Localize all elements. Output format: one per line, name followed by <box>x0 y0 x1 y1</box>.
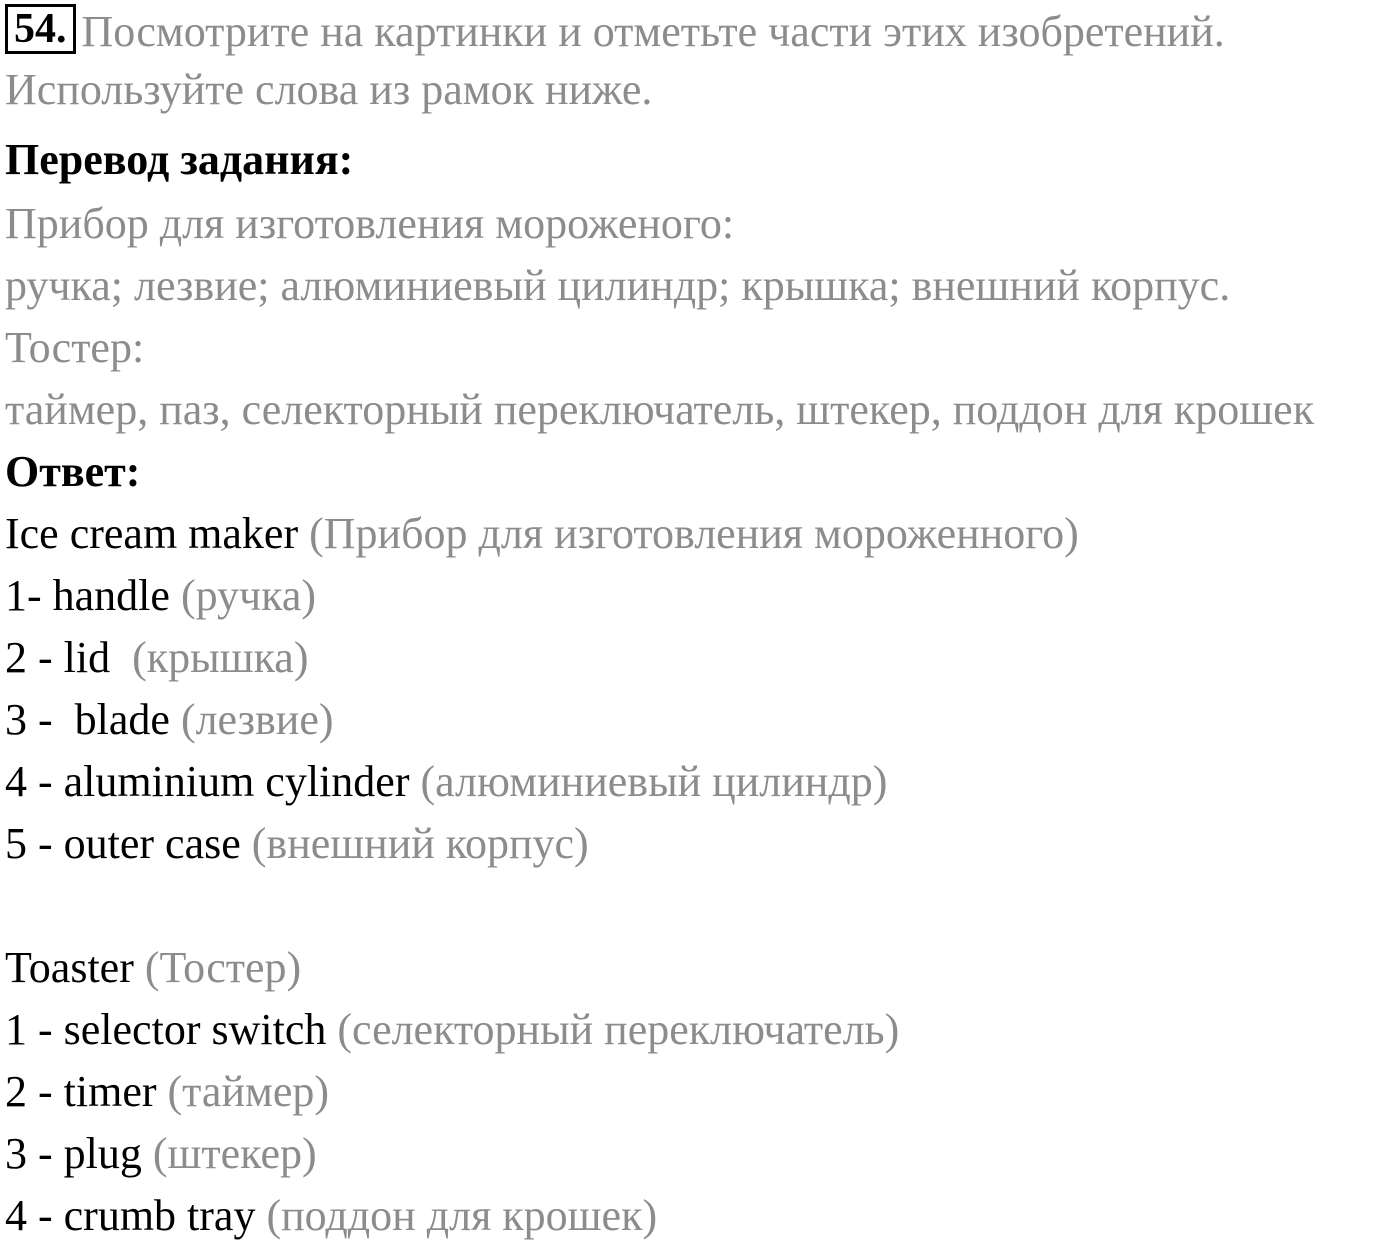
translation-line-2: ручка; лезвие; алюминиевый цилиндр; крышка; внешний корпус. <box>5 261 1231 310</box>
list-item <box>5 1188 657 1244</box>
item-en: 4 - crumb tray <box>5 1191 256 1240</box>
ice-cream-title <box>5 506 1079 562</box>
exercise-instruction-line2: Используйте слова из рамок ниже. <box>5 65 653 114</box>
toaster-title-en: Toaster <box>5 943 134 992</box>
translation-line-3: Тостер: <box>5 323 145 372</box>
list-item <box>5 568 316 624</box>
list-item <box>5 1126 317 1182</box>
list-item <box>5 754 887 810</box>
item-ru: (таймер) <box>167 1067 330 1116</box>
item-en: 5 - outer case <box>5 819 241 868</box>
ice-cream-title-en: Ice cream maker <box>5 509 299 558</box>
exercise-instruction-line1 <box>5 4 1225 60</box>
item-en: 3 - plug <box>5 1129 142 1178</box>
item-en: 3 - blade <box>5 695 170 744</box>
item-ru: (поддон для крошек) <box>266 1191 658 1240</box>
list-item <box>5 630 308 686</box>
item-en: 2 - lid <box>5 633 122 682</box>
ice-cream-title-ru: (Прибор для изготовления мороженного) <box>309 509 1079 558</box>
answer-heading: Ответ: <box>5 447 141 496</box>
list-item <box>5 1064 329 1120</box>
translation-heading: Перевод задания: <box>5 135 354 184</box>
item-en: 2 - timer <box>5 1067 157 1116</box>
instruction-text: Посмотрите на картинки и отметьте части этих изобретений. <box>81 7 1225 56</box>
item-en: 4 - aluminium cylinder <box>5 757 410 806</box>
item-ru: (селекторный переключатель) <box>337 1005 900 1054</box>
toaster-title <box>5 940 301 996</box>
exercise-number-badge: 54. <box>5 4 76 54</box>
item-ru: (штекер) <box>152 1129 317 1178</box>
list-item <box>5 692 334 748</box>
item-en: 1- handle <box>5 571 170 620</box>
translation-line-4: таймер, паз, селекторный переключатель, штекер, поддон для крошек <box>5 385 1315 434</box>
list-item <box>5 1002 899 1058</box>
list-item <box>5 816 589 872</box>
translation-line-1: Прибор для изготовления мороженого: <box>5 199 735 248</box>
item-ru: (внешний корпус) <box>251 819 589 868</box>
item-ru: (алюминиевый цилиндр) <box>420 757 888 806</box>
toaster-title-ru: (Тостер) <box>144 943 302 992</box>
item-ru: (лезвие) <box>180 695 334 744</box>
item-ru: (ручка) <box>180 571 317 620</box>
item-en: 1 - selector switch <box>5 1005 327 1054</box>
item-ru: (крышка) <box>132 633 309 682</box>
